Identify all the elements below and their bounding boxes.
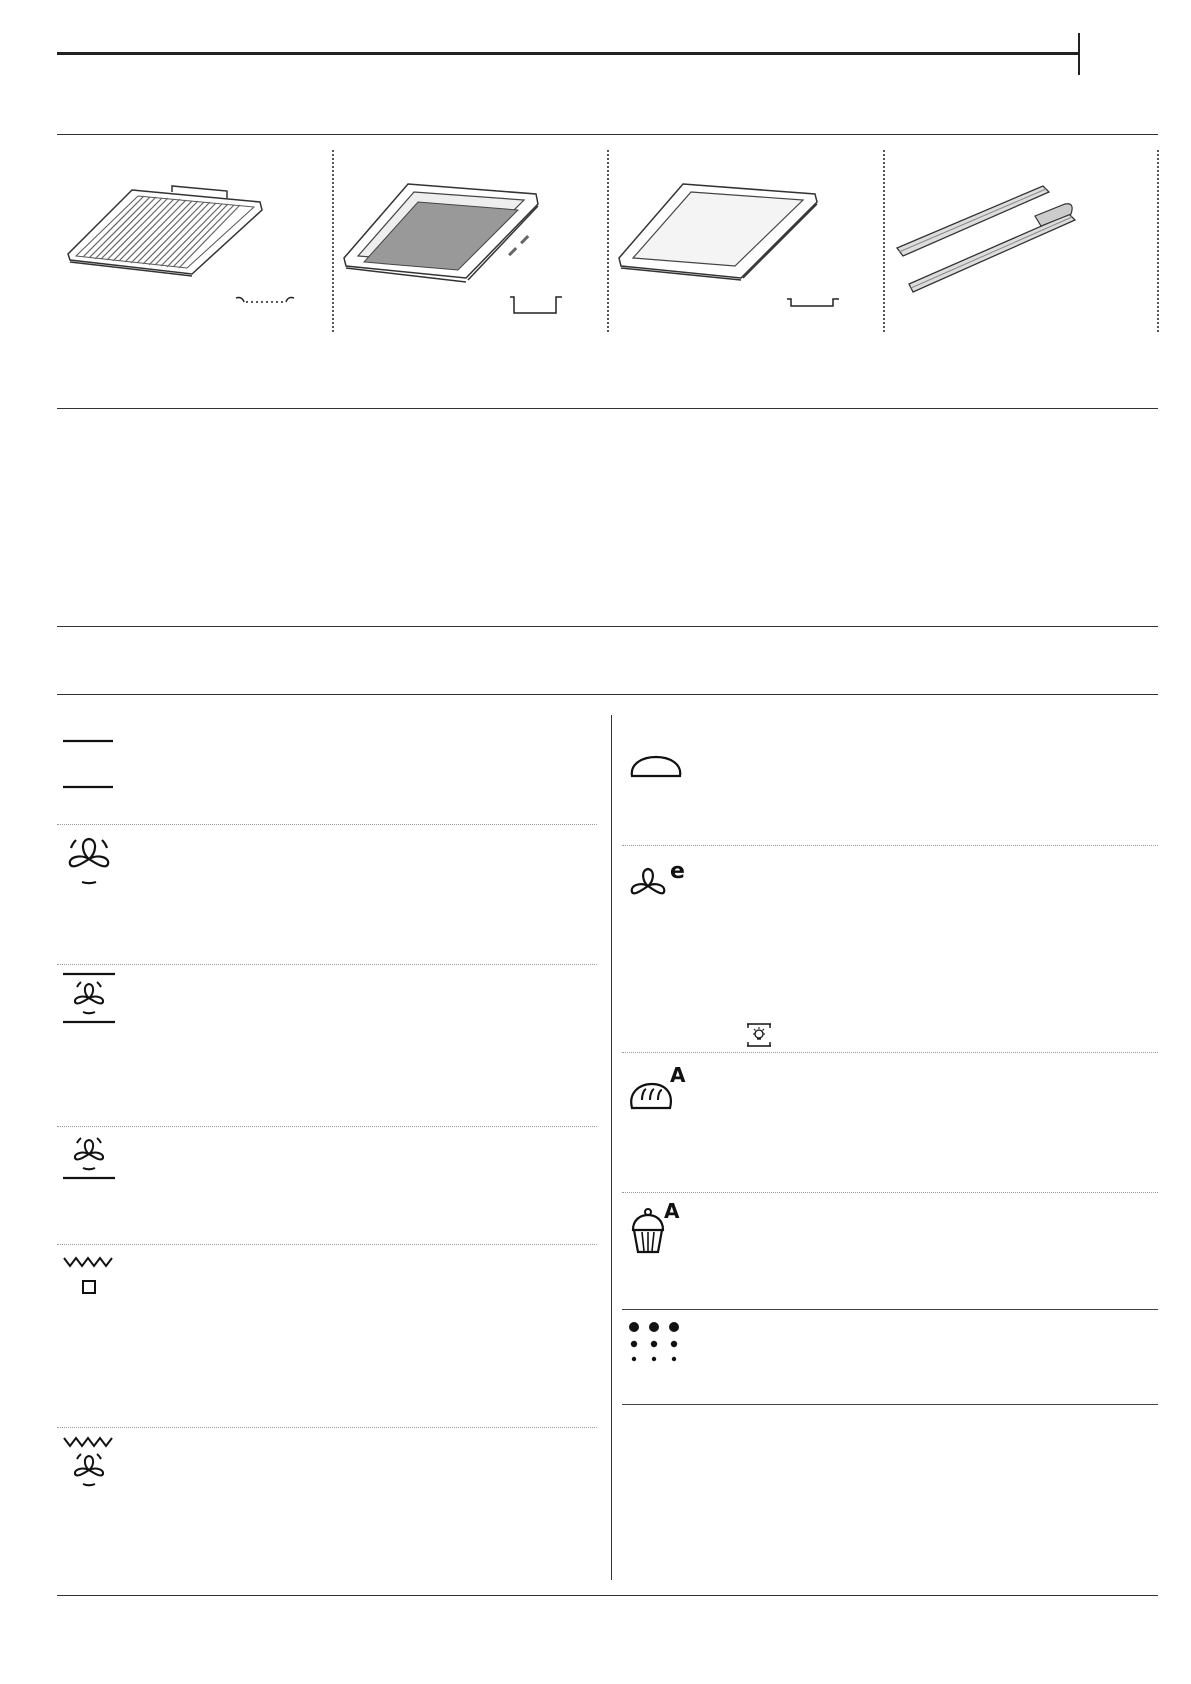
function-eco-fan [628,858,692,906]
section-rule-accessories-bottom [57,408,1158,409]
eco-superscript: e [670,859,685,884]
function-separator [57,1427,597,1428]
function-separator [622,1052,1158,1053]
top-bottom-heating-icon [62,738,114,790]
accessory-telescopic-rails [895,180,1135,300]
baking-tray-profile-icon [785,296,841,310]
function-special-dots [628,1321,680,1365]
telescopic-rails-icon [895,180,1135,300]
function-eco-light [746,1022,772,1048]
function-separator [57,824,597,825]
accessory-divider [332,150,334,332]
grill-icon [62,1256,116,1296]
header-rule [57,52,1079,55]
function-separator [57,1244,597,1245]
functions-column-divider [611,715,612,1580]
grill-fan-icon [62,1436,116,1488]
section-rule-functions-top [57,694,1158,695]
wire-shelf-profile-icon [234,294,296,310]
function-separator-solid [622,1309,1158,1310]
accessory-wire-shelf [62,186,302,316]
special-functions-dots-icon [628,1321,680,1365]
function-grill [62,1256,116,1296]
section-rule-accessories-top [57,134,1158,135]
bread-shape-icon [628,754,684,780]
footer-rule [57,1595,1158,1596]
auto-cake-superscript: A [664,1199,680,1223]
function-top-bottom-heating [62,738,114,790]
function-separator [622,845,1158,846]
accessory-divider [883,150,885,332]
functions-right-end-rule [622,1404,1158,1405]
accessory-divider [1157,150,1159,332]
auto-bread-superscript: A [670,1063,686,1087]
fan-top-bottom-icon [62,972,116,1026]
function-fan-ring [62,832,116,888]
function-auto-cake [628,1200,692,1258]
function-separator [57,964,597,965]
header-tab-marker [1078,33,1080,75]
auto-cake-icon [628,1200,692,1258]
function-separator [57,1126,597,1127]
section-rule-3 [57,626,1158,627]
function-auto-bread [628,1062,692,1114]
function-bread-shape [628,754,684,780]
eco-fan-icon [628,858,692,906]
deep-tray-profile-icon [508,294,564,316]
function-fan-top-bottom [62,972,116,1026]
function-grill-fan [62,1436,116,1488]
fan-ring-icon [62,832,116,888]
function-separator [622,1192,1158,1193]
fan-bottom-icon [62,1134,116,1182]
accessory-divider [607,150,609,332]
accessory-deep-tray [342,180,582,316]
accessory-baking-tray [617,180,857,316]
oven-light-icon [746,1022,772,1048]
function-fan-bottom [62,1134,116,1182]
auto-bread-icon [628,1062,692,1114]
